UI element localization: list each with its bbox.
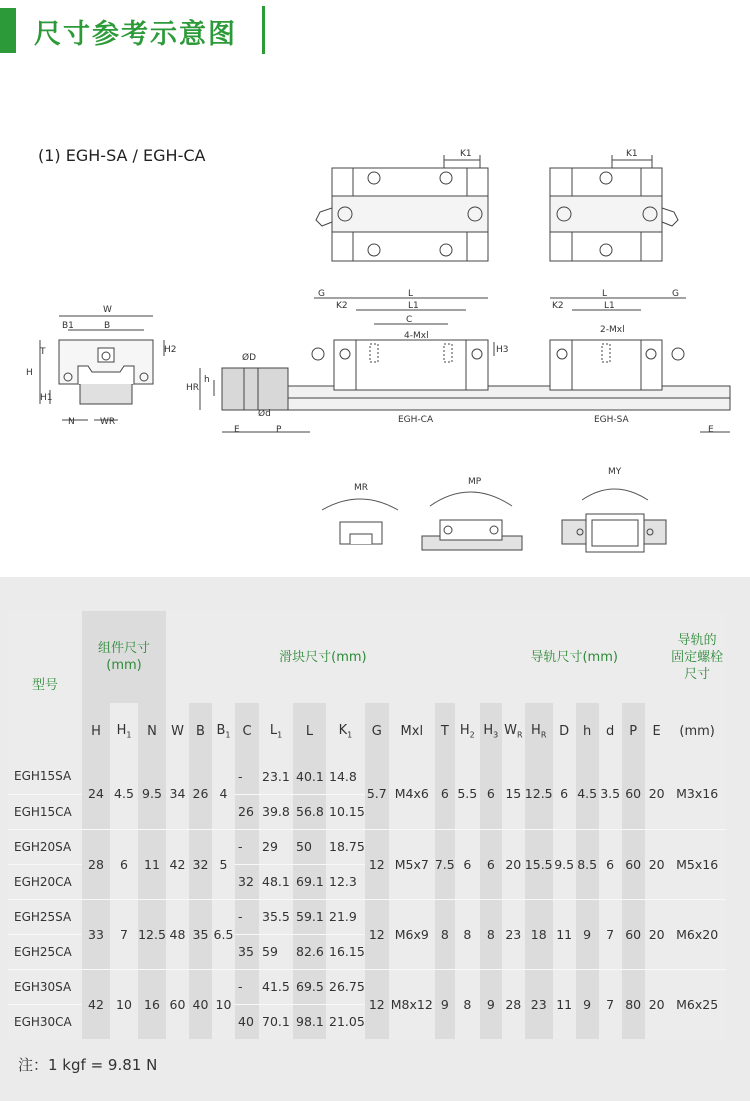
cell-bolt: M6x25 [669, 969, 726, 1039]
cell-g: 5.7 [365, 759, 389, 829]
cell-l1_ca: 59 [259, 934, 293, 969]
cell-l1_ca: 70.1 [259, 1004, 293, 1039]
cell-p: 60 [622, 899, 645, 969]
column-header-h2: $H_2$ [455, 703, 480, 759]
cell-h: 28 [82, 829, 110, 899]
label-mr: MR [354, 483, 369, 493]
cell-c_sa: - [235, 759, 259, 794]
cell-ca: EGH25CA [8, 934, 82, 969]
cell-g: 12 [365, 969, 389, 1039]
cell-c_ca: 35 [235, 934, 259, 969]
cell-b1: 6.5 [212, 899, 235, 969]
cell-h: 42 [82, 969, 110, 1039]
cell-h3: 8 [480, 899, 502, 969]
column-header-wr: $W_R$ [502, 703, 525, 759]
label-wr: WR [100, 417, 116, 427]
label-e-left: E [234, 425, 240, 435]
cell-h: 8.5 [576, 829, 599, 899]
cell-t: 8 [435, 899, 455, 969]
cell-h1: 6 [110, 829, 138, 899]
cell-k1_sa: 14.8 [326, 759, 365, 794]
cell-b1: 5 [212, 829, 235, 899]
label-h1: H1 [40, 393, 53, 403]
column-header-h: H [82, 703, 110, 759]
cell-l_sa: 59.1 [293, 899, 326, 934]
label-c: C [406, 315, 413, 325]
header-rail: 导轨尺寸(mm) [480, 611, 669, 703]
label-k2-ca: K2 [336, 301, 348, 311]
cell-b1: 10 [212, 969, 235, 1039]
column-header-p: P [622, 703, 645, 759]
label-k1-b: K1 [626, 149, 638, 159]
cell-k1_ca: 10.15 [326, 794, 365, 829]
cell-c_sa: - [235, 829, 259, 864]
cell-e: 20 [645, 759, 669, 829]
footnote: 注：1 kgf = 9.81 N [18, 1056, 158, 1074]
header-bolt: 导轨的 固定螺栓 尺寸 [669, 611, 726, 703]
cell-c_ca: 32 [235, 864, 259, 899]
label-e-right: E [708, 425, 714, 435]
cell-e: 20 [645, 829, 669, 899]
page-title: 尺寸参考示意图 [34, 19, 237, 50]
cell-b: 40 [189, 969, 212, 1039]
column-header-l1: $L_1$ [259, 703, 293, 759]
cell-l_ca: 56.8 [293, 794, 326, 829]
label-h2: H2 [164, 345, 177, 355]
cell-h: 4.5 [576, 759, 599, 829]
cell-l_ca: 69.1 [293, 864, 326, 899]
cell-h: 33 [82, 899, 110, 969]
label-b: B [104, 321, 111, 331]
cell-d: 6 [599, 829, 622, 899]
cell-d: 7 [599, 899, 622, 969]
cell-c_ca: 40 [235, 1004, 259, 1039]
cell-h1: 7 [110, 899, 138, 969]
cell-h1: 10 [110, 969, 138, 1039]
label-g-left: G [318, 289, 325, 299]
cell-l1_sa: 35.5 [259, 899, 293, 934]
cell-h3: 6 [480, 829, 502, 899]
cell-mxl: M5x7 [389, 829, 435, 899]
header-assembly: 组件尺寸 (mm) [82, 611, 166, 703]
table-row [8, 969, 726, 1004]
cell-l1_ca: 39.8 [259, 794, 293, 829]
cell-mxl: M6x9 [389, 899, 435, 969]
cell-k1_ca: 16.15 [326, 934, 365, 969]
label-k2-sa: K2 [552, 301, 564, 311]
cell-n: 9.5 [138, 759, 166, 829]
cell-n: 16 [138, 969, 166, 1039]
label-hr: HR [186, 383, 200, 393]
label-4mxl: 4-Mxl [404, 331, 429, 341]
cell-ca: EGH30CA [8, 1004, 82, 1039]
column-header-w: W [166, 703, 189, 759]
column-header-t: T [435, 703, 455, 759]
column-header-k1: $K_1$ [326, 703, 365, 759]
cell-g: 12 [365, 899, 389, 969]
cell-l1_sa: 29 [259, 829, 293, 864]
cell-c_sa: - [235, 899, 259, 934]
column-header-l: L [293, 703, 326, 759]
cell-p: 60 [622, 759, 645, 829]
cell-t: 6 [435, 759, 455, 829]
cell-bolt: M5x16 [669, 829, 726, 899]
cell-h1: 4.5 [110, 759, 138, 829]
cell-p: 60 [622, 829, 645, 899]
column-header-c: C [235, 703, 259, 759]
cell-hr: 15.5 [525, 829, 553, 899]
cell-k1_ca: 12.3 [326, 864, 365, 899]
label-d-small: Ød [258, 409, 271, 419]
cell-b: 26 [189, 759, 212, 829]
cell-sa: EGH30SA [8, 969, 82, 1004]
cell-b: 35 [189, 899, 212, 969]
cell-w: 34 [166, 759, 189, 829]
label-k1-a: K1 [460, 149, 472, 159]
table-row [8, 899, 726, 934]
cell-g: 12 [365, 829, 389, 899]
cell-h2: 8 [455, 969, 480, 1039]
column-header-mxl: Mxl [389, 703, 435, 759]
column-header-h1: $H_1$ [110, 703, 138, 759]
table-row [8, 759, 726, 794]
label-b1: B1 [62, 321, 74, 331]
cell-l_sa: 50 [293, 829, 326, 864]
cell-d: 3.5 [599, 759, 622, 829]
cell-d: 9.5 [553, 829, 576, 899]
label-h3: H3 [496, 345, 509, 355]
cell-p: 80 [622, 969, 645, 1039]
label-my: MY [608, 467, 622, 477]
column-header-hr: $H_R$ [525, 703, 553, 759]
cell-bolt: M3x16 [669, 759, 726, 829]
cell-wr: 23 [502, 899, 525, 969]
header-model: 型号 [8, 611, 82, 759]
cell-k1_sa: 21.9 [326, 899, 365, 934]
cell-d: 6 [553, 759, 576, 829]
label-n: N [68, 417, 75, 427]
cell-wr: 15 [502, 759, 525, 829]
cell-l1_sa: 41.5 [259, 969, 293, 1004]
cell-e: 20 [645, 969, 669, 1039]
label-t: T [40, 347, 46, 357]
cell-l_ca: 82.6 [293, 934, 326, 969]
cell-w: 42 [166, 829, 189, 899]
cell-t: 9 [435, 969, 455, 1039]
column-header-h3: $H_3$ [480, 703, 502, 759]
cell-sa: EGH15SA [8, 759, 82, 794]
cell-w: 60 [166, 969, 189, 1039]
cell-h: 24 [82, 759, 110, 829]
cell-c_ca: 26 [235, 794, 259, 829]
column-header-b: B [189, 703, 212, 759]
column-header-d: D [553, 703, 576, 759]
cell-n: 11 [138, 829, 166, 899]
label-p: P [276, 425, 282, 435]
cell-k1_sa: 26.75 [326, 969, 365, 1004]
column-header-n: N [138, 703, 166, 759]
section-title: (1) EGH-SA / EGH-CA [38, 146, 206, 165]
spec-table [8, 611, 726, 1039]
label-l1-sa: L1 [604, 301, 615, 311]
label-od: ØD [242, 353, 257, 363]
header-block: 滑块尺寸(mm) [166, 611, 480, 703]
cell-mxl: M8x12 [389, 969, 435, 1039]
cell-mxl: M4x6 [389, 759, 435, 829]
cell-d: 11 [553, 969, 576, 1039]
cell-wr: 20 [502, 829, 525, 899]
cell-h: 9 [576, 899, 599, 969]
cell-h3: 6 [480, 759, 502, 829]
spec-table-body [8, 759, 726, 1039]
cell-h3: 9 [480, 969, 502, 1039]
cell-b: 32 [189, 829, 212, 899]
label-2mxl: 2-Mxl [600, 325, 625, 335]
label-l-sa: L [602, 289, 608, 299]
cell-l1_ca: 48.1 [259, 864, 293, 899]
column-header-e: E [645, 703, 669, 759]
cell-e: 20 [645, 899, 669, 969]
table-row [8, 829, 726, 864]
label-h-small: h [204, 375, 210, 385]
cell-w: 48 [166, 899, 189, 969]
label-egh-ca: EGH-CA [398, 415, 434, 425]
column-header-h: h [576, 703, 599, 759]
column-header-b1: $B_1$ [212, 703, 235, 759]
cell-sa: EGH20SA [8, 829, 82, 864]
label-mp: MP [468, 477, 482, 487]
cell-l1_sa: 23.1 [259, 759, 293, 794]
label-w: W [103, 305, 112, 315]
cell-d: 11 [553, 899, 576, 969]
cell-hr: 18 [525, 899, 553, 969]
label-g-right: G [672, 289, 679, 299]
cell-c_sa: - [235, 969, 259, 1004]
cell-l_ca: 98.1 [293, 1004, 326, 1039]
cell-wr: 28 [502, 969, 525, 1039]
column-header-g: G [365, 703, 389, 759]
cell-ca: EGH15CA [8, 794, 82, 829]
column-header-row [8, 703, 726, 759]
cell-n: 12.5 [138, 899, 166, 969]
cell-b1: 4 [212, 759, 235, 829]
column-header-bolt-unit: (mm) [669, 703, 726, 759]
label-h: H [26, 368, 33, 378]
cell-sa: EGH25SA [8, 899, 82, 934]
spec-table-panel [0, 577, 750, 1101]
cell-hr: 23 [525, 969, 553, 1039]
cell-h2: 5.5 [455, 759, 480, 829]
cell-l_sa: 69.5 [293, 969, 326, 1004]
cell-t: 7.5 [435, 829, 455, 899]
cell-k1_sa: 18.75 [326, 829, 365, 864]
cell-k1_ca: 21.05 [326, 1004, 365, 1039]
cell-d: 7 [599, 969, 622, 1039]
cell-ca: EGH20CA [8, 864, 82, 899]
cell-l_sa: 40.1 [293, 759, 326, 794]
cell-hr: 12.5 [525, 759, 553, 829]
cell-h2: 8 [455, 899, 480, 969]
label-l-ca: L [408, 289, 414, 299]
cell-h2: 6 [455, 829, 480, 899]
cell-h: 9 [576, 969, 599, 1039]
column-header-d: d [599, 703, 622, 759]
label-l1-ca: L1 [408, 301, 419, 311]
label-egh-sa: EGH-SA [594, 415, 629, 425]
cell-bolt: M6x20 [669, 899, 726, 969]
